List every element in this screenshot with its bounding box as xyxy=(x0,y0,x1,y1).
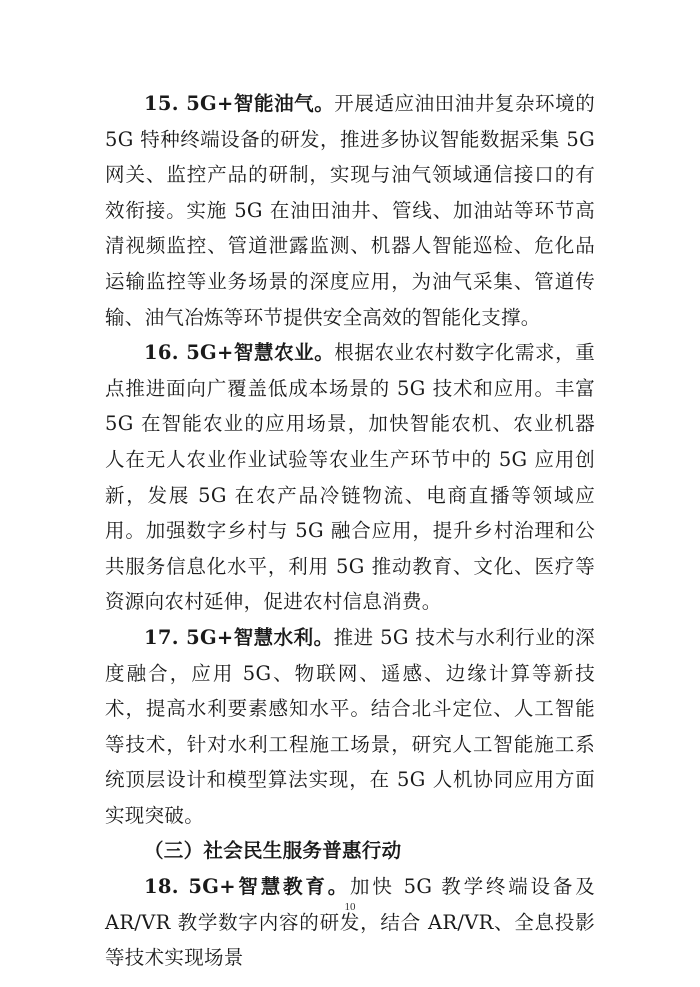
paragraph-5g-smart-agriculture xyxy=(105,335,595,620)
document-body xyxy=(105,86,595,976)
paragraph-5g-smart-oil-gas xyxy=(105,86,595,335)
paragraph-text: 开展适应油田油井复杂环境的 5G 特种终端设备的研发，推进多协议智能数据采集 5G 网关、监控产品的研制，实现与油气领域通信接口的有效衔接。实施 5G 在油田油井、管线、加油站等环节高清视频监控、管道泄露监测、机器人智能巡检、危化品运输监控等业务场景的深度应用，为油气采集、管道传输、油气冶炼等环节提供安全高效的智能化支撑。 xyxy=(105,92,595,329)
paragraph-text: 根据农业农村数字化需求，重点推进面向广覆盖低成本场景的 5G 技术和应用。丰富 5G 在智能农业的应用场景，加快智能农机、农业机器人在无人农业作业试验等农业生产环节中的 5G 应用创新，发展 5G 在农产品冷链物流、电商直播等领域应用。加强数字乡村与 5G 融合应用，提升乡村治理和公共服务信息化水平，利用 5G 推动教育、文化、医疗等资源向农村延伸，促进农村信息消费。 xyxy=(105,341,595,614)
paragraph-lead: 16. 5G+智慧农业。 xyxy=(144,341,335,365)
page-number: 10 xyxy=(344,901,356,913)
paragraph-5g-smart-education xyxy=(105,869,595,976)
section-heading: （三）社会民生服务普惠行动 xyxy=(144,839,402,863)
paragraph-text: 推进 5G 技术与水利行业的深度融合，应用 5G、物联网、遥感、边缘计算等新技术，提高水利要素感知水平。结合北斗定位、人工智能等技术，针对水利工程施工场景，研究人工智能施工系统顶层设计和模型算法实现，在 5G 人机协同应用方面实现突破。 xyxy=(105,625,596,827)
paragraph-lead: 17. 5G+智慧水利。 xyxy=(144,625,334,649)
paragraph-text: 加快 5G 教学终端设备及 AR/VR 教学数字内容的研发，结合 AR/VR、全息投影等技术实现场景 xyxy=(105,875,595,970)
paragraph-lead: 15. 5G+智能油气。 xyxy=(144,92,335,115)
paragraph-lead: 18. 5G+智慧教育。 xyxy=(144,875,351,899)
paragraph-5g-smart-water xyxy=(105,620,595,834)
